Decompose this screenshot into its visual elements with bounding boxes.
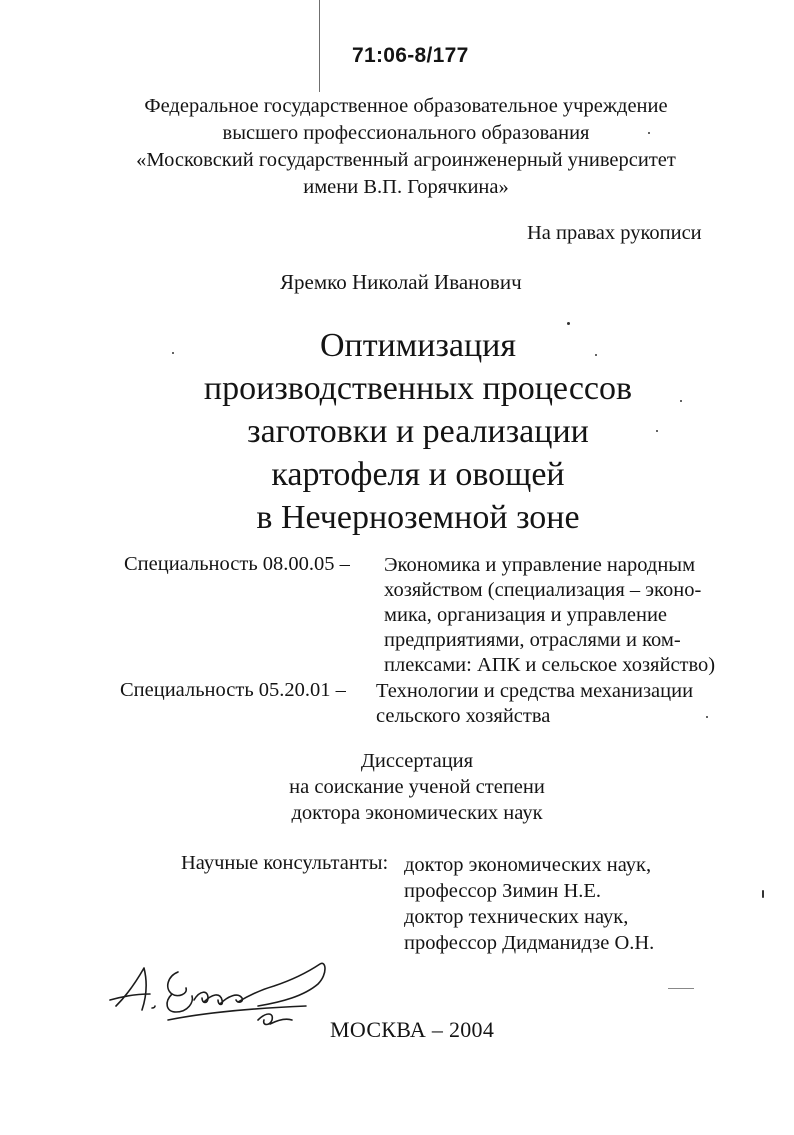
consultant-line: доктор экономических наук, [404, 854, 652, 876]
specialty-description [384, 553, 732, 678]
scan-speck [668, 988, 694, 989]
specialty-label: Специальность 08.00.05 – [124, 553, 350, 575]
title-line: производственных процессов [203, 370, 633, 407]
specialty-line: сельского хозяйства [376, 705, 551, 727]
institution-line: имени В.П. Горячкина» [303, 176, 509, 198]
specialty-line: плексами: АПК и сельское хозяйство) [384, 654, 716, 676]
call-number: 71:06-8/177 [352, 44, 469, 67]
consultant-line: доктор технических наук, [404, 906, 629, 928]
handwritten-signature [108, 950, 338, 1050]
title-line: заготовки и реализации [247, 413, 589, 450]
consultants-list [404, 852, 654, 956]
scan-speck [595, 354, 597, 356]
dissertation-degree-block [200, 748, 634, 826]
consultants-label: Научные консультанты: [181, 852, 389, 874]
scan-speck [172, 352, 174, 354]
scan-speck [680, 400, 682, 402]
consultant-line: профессор Дидманидзе О.Н. [404, 932, 655, 954]
manuscript-rights: На правах рукописи [527, 222, 702, 244]
consultant-line: профессор Зимин Н.Е. [404, 880, 602, 902]
institution-line: высшего профессионального образования [222, 122, 590, 144]
scan-speck [656, 430, 658, 432]
specialty-line: Технологии и средства механизации [376, 680, 694, 702]
scan-speck [762, 890, 764, 898]
specialty-line: Экономика и управление народным [384, 554, 696, 576]
institution-block [96, 93, 716, 201]
specialty-line: мика, организация и управление [384, 604, 668, 626]
title-line: в Нечерноземной зоне [256, 499, 580, 536]
title-line: Оптимизация [319, 327, 517, 364]
author-name: Яремко Николай Иванович [280, 270, 522, 294]
specialty-line: хозяйством (специализация – эконо- [384, 579, 702, 601]
scan-speck [567, 322, 570, 325]
degree-line: доктора экономических наук [291, 802, 543, 824]
institution-line: «Московский государственный агроинженерный университет [136, 149, 676, 171]
title-line: картофеля и овощей [271, 456, 565, 493]
specialty-line: предприятиями, отраслями и ком- [384, 629, 681, 651]
specialty-description [376, 679, 726, 729]
specialty-label: Специальность 05.20.01 – [120, 679, 346, 701]
degree-line: на соискание ученой степени [289, 776, 545, 798]
degree-line: Диссертация [360, 750, 474, 772]
margin-rule [319, 0, 320, 92]
city-year: МОСКВА – 2004 [330, 1017, 495, 1042]
scan-speck [648, 132, 650, 134]
institution-line: Федеральное государственное образовательное учреждение [144, 95, 668, 117]
dissertation-title [120, 324, 716, 539]
scan-speck [706, 716, 708, 718]
